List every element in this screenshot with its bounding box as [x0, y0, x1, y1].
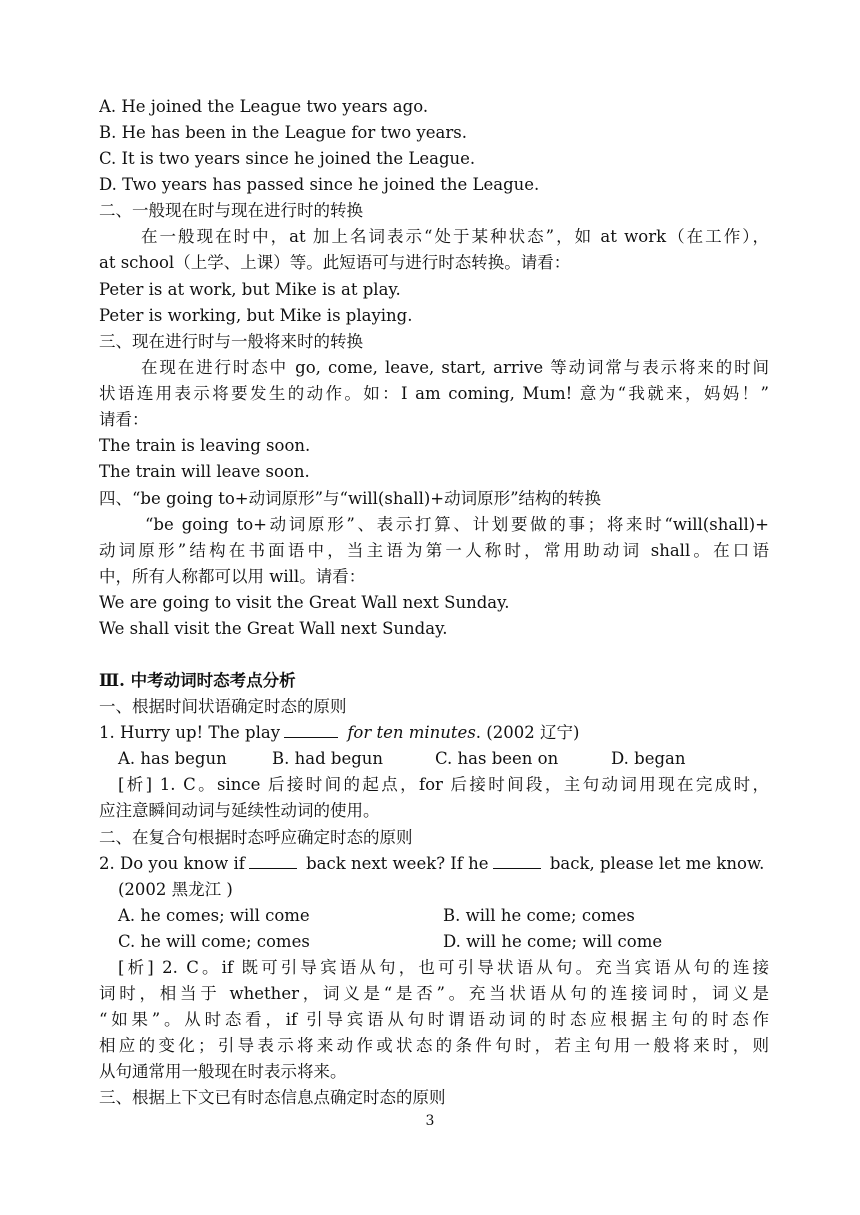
option-line: D. Two years has passed since he joined the League.	[99, 175, 540, 194]
analysis-line: 相应的变化；引导表示将来动作或状态的条件句时，若主句用一般将来时，则	[99, 1036, 769, 1055]
question-1	[99, 720, 769, 746]
example-line: Peter is working, but Mike is playing.	[99, 306, 413, 325]
question-2	[99, 851, 769, 877]
section-heading: 四、“be going to+动词原形”与“will(shall)+动词原形”结构的转换	[99, 489, 602, 508]
analysis-line: “如果”。从时态看，if 引导宾语从句时谓语动词的时态应根据主句的时态作	[99, 1010, 769, 1029]
option-line: C. It is two years since he joined the League.	[99, 149, 476, 168]
rule-heading: 三、根据上下文已有时态信息点确定时态的原则	[99, 1088, 446, 1107]
paragraph-line: “be going to+动词原形”、表示打算、计划要做的事；将来时“will(shall)+	[145, 515, 769, 534]
question-2-options	[99, 903, 769, 929]
choice: C. has been on	[435, 749, 559, 768]
example-line: The train will leave soon.	[99, 462, 310, 481]
choice: C. he will come; comes	[118, 932, 310, 951]
answer-blank	[249, 851, 297, 869]
rule-heading: 一、根据时间状语确定时态的原则	[99, 697, 347, 716]
example-line: We are going to visit the Great Wall next Sunday.	[99, 593, 510, 612]
choice: B. will he come; comes	[443, 906, 635, 925]
option-line: A. He joined the League two years ago.	[99, 97, 429, 116]
page-number: 3	[425, 1113, 435, 1129]
analysis-line: [析] 1. C。since 后接时间的起点，for 后接时间段，主句动词用现在完成时，	[118, 775, 769, 794]
choice: A. has begun	[118, 749, 227, 768]
paragraph-line: 在一般现在时中，at 加上名词表示“处于某种状态”，如 at work（在工作），	[141, 227, 769, 246]
example-line: We shall visit the Great Wall next Sunday.	[99, 619, 448, 638]
analysis-line: 应注意瞬间动词与延续性动词的使用。	[99, 801, 380, 820]
example-line: Peter is at work, but Mike is at play.	[99, 280, 401, 299]
question-2-options	[99, 929, 769, 955]
paragraph-line: at school（上学、上课）等。此短语可与进行时态转换。请看：	[99, 253, 571, 272]
main-section-title: Ⅲ. 中考动词时态考点分析	[99, 671, 296, 690]
paragraph-line: 状语连用表示将要发生的动作。如：I am coming, Mum! 意为“我就来，妈妈！”	[99, 384, 769, 403]
analysis-line: 词时，相当于 whether，词义是“是否”。充当状语从句的连接词时，词义是	[99, 984, 769, 1003]
paragraph-line: 在现在进行时态中 go, come, leave, start, arrive 等动词常与表示将来的时间	[141, 358, 769, 377]
question-italic: for ten minutes	[347, 723, 476, 742]
rule-heading: 二、在复合句根据时态呼应确定时态的原则	[99, 828, 413, 847]
question-1-options	[99, 746, 769, 772]
choice: D. began	[611, 749, 686, 768]
section-heading: 二、一般现在时与现在进行时的转换	[99, 201, 363, 220]
question-text: 1. Hurry up! The play	[99, 723, 281, 742]
answer-blank	[284, 720, 338, 738]
section-heading: 三、现在进行时与一般将来时的转换	[99, 332, 363, 351]
question-source: (2002 黑龙江 )	[118, 880, 233, 899]
answer-blank	[493, 851, 541, 869]
question-text: 2. Do you know if	[99, 854, 245, 873]
example-line: The train is leaving soon.	[99, 436, 311, 455]
choice: B. had begun	[272, 749, 384, 768]
analysis-line: 从句通常用一般现在时表示将来。	[99, 1062, 347, 1081]
question-text: back, please let me know.	[549, 854, 765, 873]
paragraph-line: 动词原形”结构在书面语中，当主语为第一人称时，常用助动词 shall。在口语	[99, 541, 769, 560]
choice: A. he comes; will come	[118, 906, 310, 925]
paragraph-line: 请看：	[99, 410, 149, 429]
option-line: B. He has been in the League for two years.	[99, 123, 467, 142]
question-text: . (2002 辽宁)	[475, 723, 580, 742]
choice: D. will he come; will come	[443, 932, 663, 951]
analysis-line: [析] 2. C。if 既可引导宾语从句，也可引导状语从句。充当宾语从句的连接	[118, 958, 769, 977]
question-text: back next week? If he	[306, 854, 489, 873]
paragraph-line: 中，所有人称都可以用 will。请看：	[99, 567, 366, 586]
